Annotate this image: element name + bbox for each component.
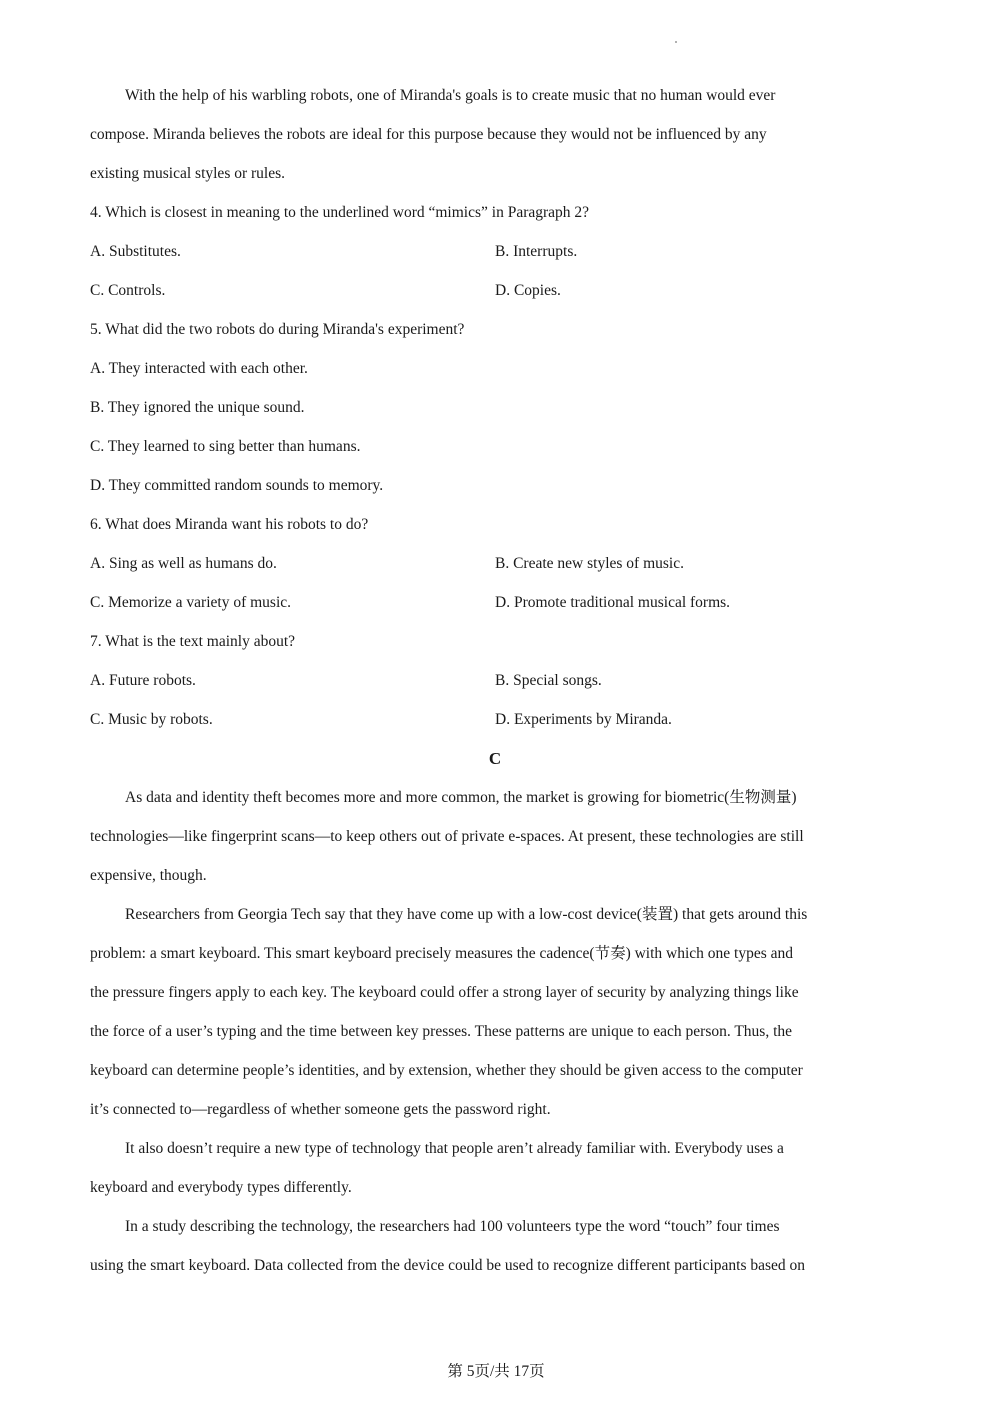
text-line: expensive, though. [90, 867, 207, 884]
question-stem: 6. What does Miranda want his robots to do? [90, 516, 369, 533]
option-a: A. Sing as well as humans do. [90, 555, 277, 572]
question-stem: 5. What did the two robots do during Miranda's experiment? [90, 321, 465, 338]
option-a: A. Future robots. [90, 672, 196, 689]
question-stem: 7. What is the text mainly about? [90, 633, 296, 650]
text-line: With the help of his warbling robots, one of Miranda's goals is to create music that no human would ever [125, 87, 776, 104]
text-line: keyboard and everybody types differently. [90, 1179, 352, 1196]
text-line: the force of a user’s typing and the time between key presses. These patterns are unique to each person. Thus, the [90, 1023, 793, 1040]
text-line: keyboard can determine people’s identities, and by extension, whether they should be given access to the computer [90, 1062, 803, 1079]
option-d: D. Experiments by Miranda. [495, 711, 672, 728]
option-d: D. They committed random sounds to memory. [90, 477, 384, 494]
passage-c-paragraph-3 [90, 1129, 900, 1207]
option-d: D. Promote traditional musical forms. [495, 594, 731, 611]
option-d: D. Copies. [495, 282, 561, 299]
text-line: using the smart keyboard. Data collected from the device could be used to recognize different participants based on [90, 1257, 806, 1274]
text-line: As data and identity theft becomes more and more common, the market is growing for biometric(生物测量) [125, 789, 797, 806]
option-c: C. Memorize a variety of music. [90, 594, 292, 611]
option-c: C. They learned to sing better than humans. [90, 438, 361, 455]
text-line: problem: a smart keyboard. This smart keyboard precisely measures the cadence(节奏) with which one types and [90, 945, 794, 962]
option-b: B. Create new styles of music. [495, 555, 684, 572]
question-5 [90, 310, 900, 505]
text-line: technologies—like fingerprint scans—to keep others out of private e-spaces. At present, these technologies are still [90, 828, 804, 845]
question-4 [90, 193, 900, 310]
page-number: 第 5页/共 17页 [447, 1363, 545, 1380]
option-c: C. Music by robots. [90, 711, 213, 728]
section-heading: C [488, 749, 502, 768]
text-line: compose. Miranda believes the robots are ideal for this purpose because they would not be influenced by any [90, 126, 767, 143]
question-6 [90, 505, 900, 622]
page-content [90, 76, 900, 1285]
option-a: A. Substitutes. [90, 243, 181, 260]
text-line: It also doesn’t require a new type of technology that people aren’t already familiar with. Everybody uses a [125, 1140, 784, 1157]
text-line: the pressure fingers apply to each key. The keyboard could offer a strong layer of security by analyzing things like [90, 984, 799, 1001]
option-a: A. They interacted with each other. [90, 360, 308, 377]
question-stem: 4. Which is closest in meaning to the underlined word “mimics” in Paragraph 2? [90, 204, 590, 221]
option-b: B. They ignored the unique sound. [90, 399, 305, 416]
scan-dot [675, 41, 677, 43]
option-b: B. Interrupts. [495, 243, 578, 260]
text-line: In a study describing the technology, the researchers had 100 volunteers type the word “touch” four times [125, 1218, 780, 1235]
text-line: it’s connected to—regardless of whether someone gets the password right. [90, 1101, 551, 1118]
text-line: existing musical styles or rules. [90, 165, 286, 182]
question-7 [90, 622, 900, 739]
option-b: B. Special songs. [495, 672, 602, 689]
text-line: Researchers from Georgia Tech say that they have come up with a low-cost device(装置) that gets around this [125, 906, 808, 923]
option-c: C. Controls. [90, 282, 166, 299]
passage-c-paragraph-1 [90, 778, 900, 895]
passage-b-paragraph [90, 76, 900, 193]
passage-c-paragraph-4 [90, 1207, 900, 1285]
passage-c-paragraph-2 [90, 895, 900, 1129]
